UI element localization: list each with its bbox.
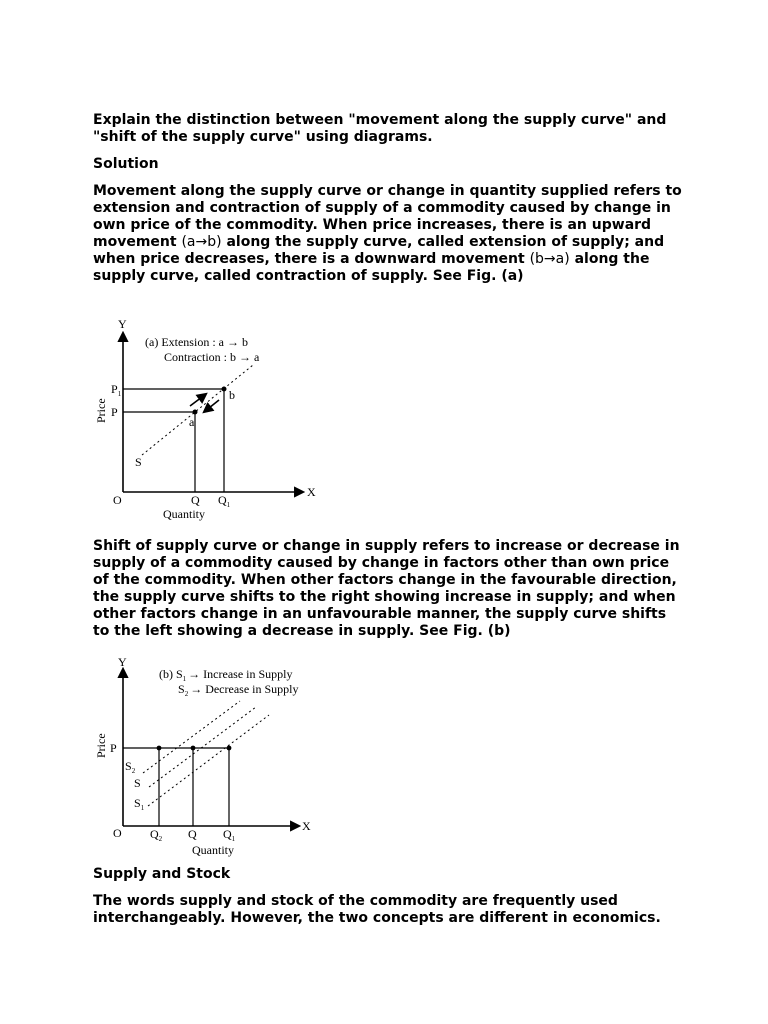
s2-point [157, 746, 162, 751]
quantity-label: Quantity [163, 507, 205, 521]
quantity-label: Quantity [192, 843, 234, 857]
s1-point [227, 746, 232, 751]
q2-label: $Q_2$ [150, 827, 163, 843]
contraction-arrow [204, 400, 219, 412]
price-label: Price [94, 733, 108, 758]
x-axis-label: X [302, 819, 311, 833]
q-label: Q [188, 827, 197, 841]
s1-label: $S_1$ [134, 796, 145, 812]
supply-curve-s1 [148, 715, 269, 806]
origin-label: O [113, 493, 122, 507]
para1-ab: (a→b) [181, 234, 222, 250]
solution-heading: Solution [93, 156, 159, 172]
point-b-label: b [229, 388, 235, 402]
paragraph-shift: Shift of supply curve or change in supply refers to increase or decrease in supply of a commodity caused by change in factors other than own price of the commodity. When other factors change in the favourable direction, the supply curve shifts to the right showing increase in supply; and when other factors change in an unfavourable manner, the supply curve shifts to the left showing a decrease in supply. See Fig. (b) [93, 538, 680, 639]
question-text: Explain the distinction between "movement along the supply curve" and "shift of the supply curve" using diagrams. [93, 112, 667, 145]
supply-curve-s [149, 707, 256, 787]
legend-increase: (b) $S_1$ → Increase in Supply [159, 667, 293, 683]
legend-decrease: $S_2$ → Decrease in Supply [178, 682, 299, 698]
document-body [93, 112, 683, 285]
p-label: P [111, 405, 118, 419]
s-point [191, 746, 196, 751]
figure-b [93, 655, 323, 860]
price-label: Price [94, 398, 108, 423]
point-a-dot [193, 410, 198, 415]
q1-label: $Q_1$ [223, 827, 236, 843]
section2-text: The words supply and stock of the commodity are frequently used interchangeably. However, the two concepts are different in economics. [93, 893, 661, 926]
section-supply-stock [93, 866, 683, 927]
para1-part2: along the supply curve, called extension of supply; and when price decreases, there is a downward movement [93, 234, 665, 267]
para1-ba: (b→a) [529, 251, 570, 267]
figure-a [93, 315, 323, 525]
supply-curve-label: S [135, 455, 142, 469]
legend-extension: (a) Extension : a → b [145, 335, 248, 349]
s2-label: $S_2$ [125, 759, 136, 775]
origin-label: O [113, 826, 122, 840]
paragraph-movement [93, 183, 683, 285]
para1-part3: along the supply curve, called contraction of supply. See Fig. (a) [93, 251, 650, 284]
supply-curve-s2 [143, 701, 240, 773]
x-axis-label: X [307, 485, 316, 499]
section2-heading: Supply and Stock [93, 866, 231, 882]
point-b-dot [222, 387, 227, 392]
supply-curve [142, 365, 253, 455]
extension-arrow [190, 394, 206, 406]
s-label: S [134, 776, 141, 790]
para1-part1: Movement along the supply curve or change in quantity supplied refers to extension and contraction of supply of a commodity caused by change in own price of the commodity. When price increases, there is an upward movement [93, 183, 682, 250]
p-label: P [110, 741, 117, 755]
p1-label: $P_1$ [111, 382, 122, 398]
legend-contraction: Contraction : b → a [164, 350, 260, 364]
q-label: Q [191, 493, 200, 507]
y-axis-label: Y [118, 655, 127, 669]
y-axis-label: Y [118, 317, 127, 331]
q1-label: $Q_1$ [218, 493, 231, 509]
point-a-label: a [189, 415, 195, 429]
